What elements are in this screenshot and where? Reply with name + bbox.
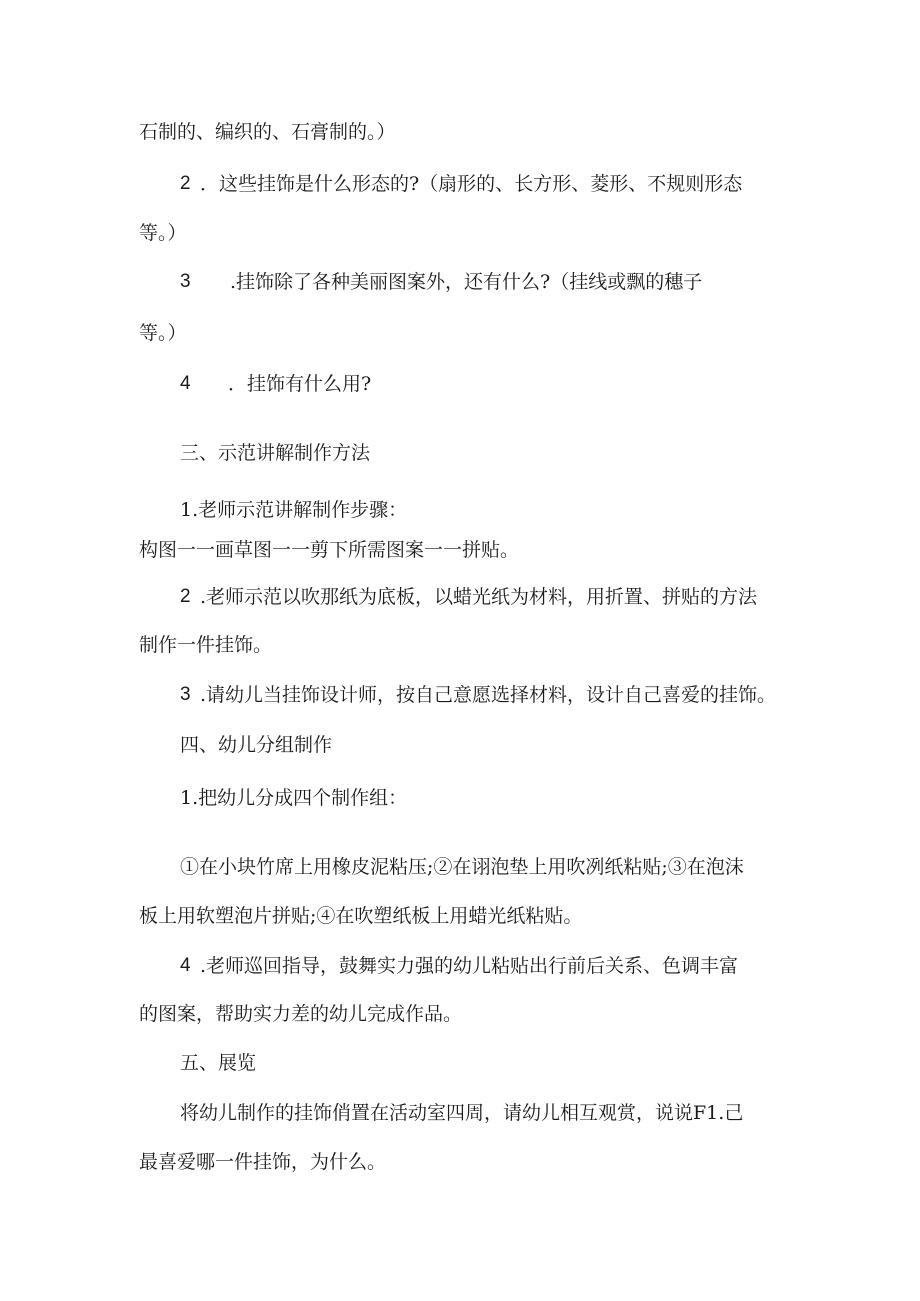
text-line: 的图案，帮助实力差的幼儿完成作品。 bbox=[139, 1003, 463, 1025]
text-line: ．这些挂饰是什么形态的?（扇形的、长方形、菱形、不规则形态 bbox=[200, 173, 743, 195]
text-line: 石制的、编织的、石膏制的。） bbox=[139, 121, 396, 143]
item-number: 3 bbox=[180, 684, 191, 705]
text-line: 板上用软塑泡片拼贴;④在吹塑纸板上用蜡光纸粘贴。 bbox=[139, 905, 583, 927]
text-line: ．挂饰有什么用? bbox=[228, 373, 372, 395]
text-line: 等。） bbox=[139, 222, 187, 244]
text-line: 最喜爱哪一件挂饰，为什么。 bbox=[139, 1151, 387, 1173]
item-number: 2 bbox=[180, 173, 191, 194]
text-line: 1.老师示范讲解制作步骤： bbox=[180, 499, 408, 521]
section-heading: 四、幼儿分组制作 bbox=[180, 734, 333, 756]
text-line: .请幼儿当挂饰设计师，按自己意愿选择材料，设计自己喜爱的挂饰。 bbox=[200, 684, 777, 706]
text-line: 等。） bbox=[139, 322, 187, 344]
text-line: 制作一件挂饰。 bbox=[139, 634, 273, 656]
text-line: 构图一一画草图一一剪下所需图案一一拼贴。 bbox=[139, 539, 520, 561]
section-heading: 五、展览 bbox=[180, 1052, 257, 1074]
text-line: .老师示范以吹那纸为底板，以蜡光纸为材料，用折置、拼贴的方法 bbox=[200, 586, 758, 608]
item-number: 4 bbox=[180, 373, 191, 394]
item-number: 4 bbox=[180, 955, 191, 976]
section-heading: 三、示范讲解制作方法 bbox=[180, 442, 371, 464]
text-line: ①在小块竹席上用橡皮泥粘压;②在诩泡垫上用吹冽纸粘贴;③在泡沫 bbox=[180, 856, 744, 878]
text-line: 将幼儿制作的挂饰俏置在活动室四周，请幼儿相互观赏，说说F1.己 bbox=[180, 1102, 744, 1124]
text-line: .挂饰除了各种美丽图案外，还有什么?（挂线或飘的穗子 bbox=[230, 271, 703, 293]
item-number: 2 bbox=[180, 586, 191, 607]
item-number: 3 bbox=[180, 271, 191, 292]
text-line: .老师巡回指导，鼓舞实力强的幼儿粘贴出行前后关系、色调丰富 bbox=[200, 955, 739, 977]
text-line: 1.把幼儿分成四个制作组： bbox=[180, 787, 408, 809]
